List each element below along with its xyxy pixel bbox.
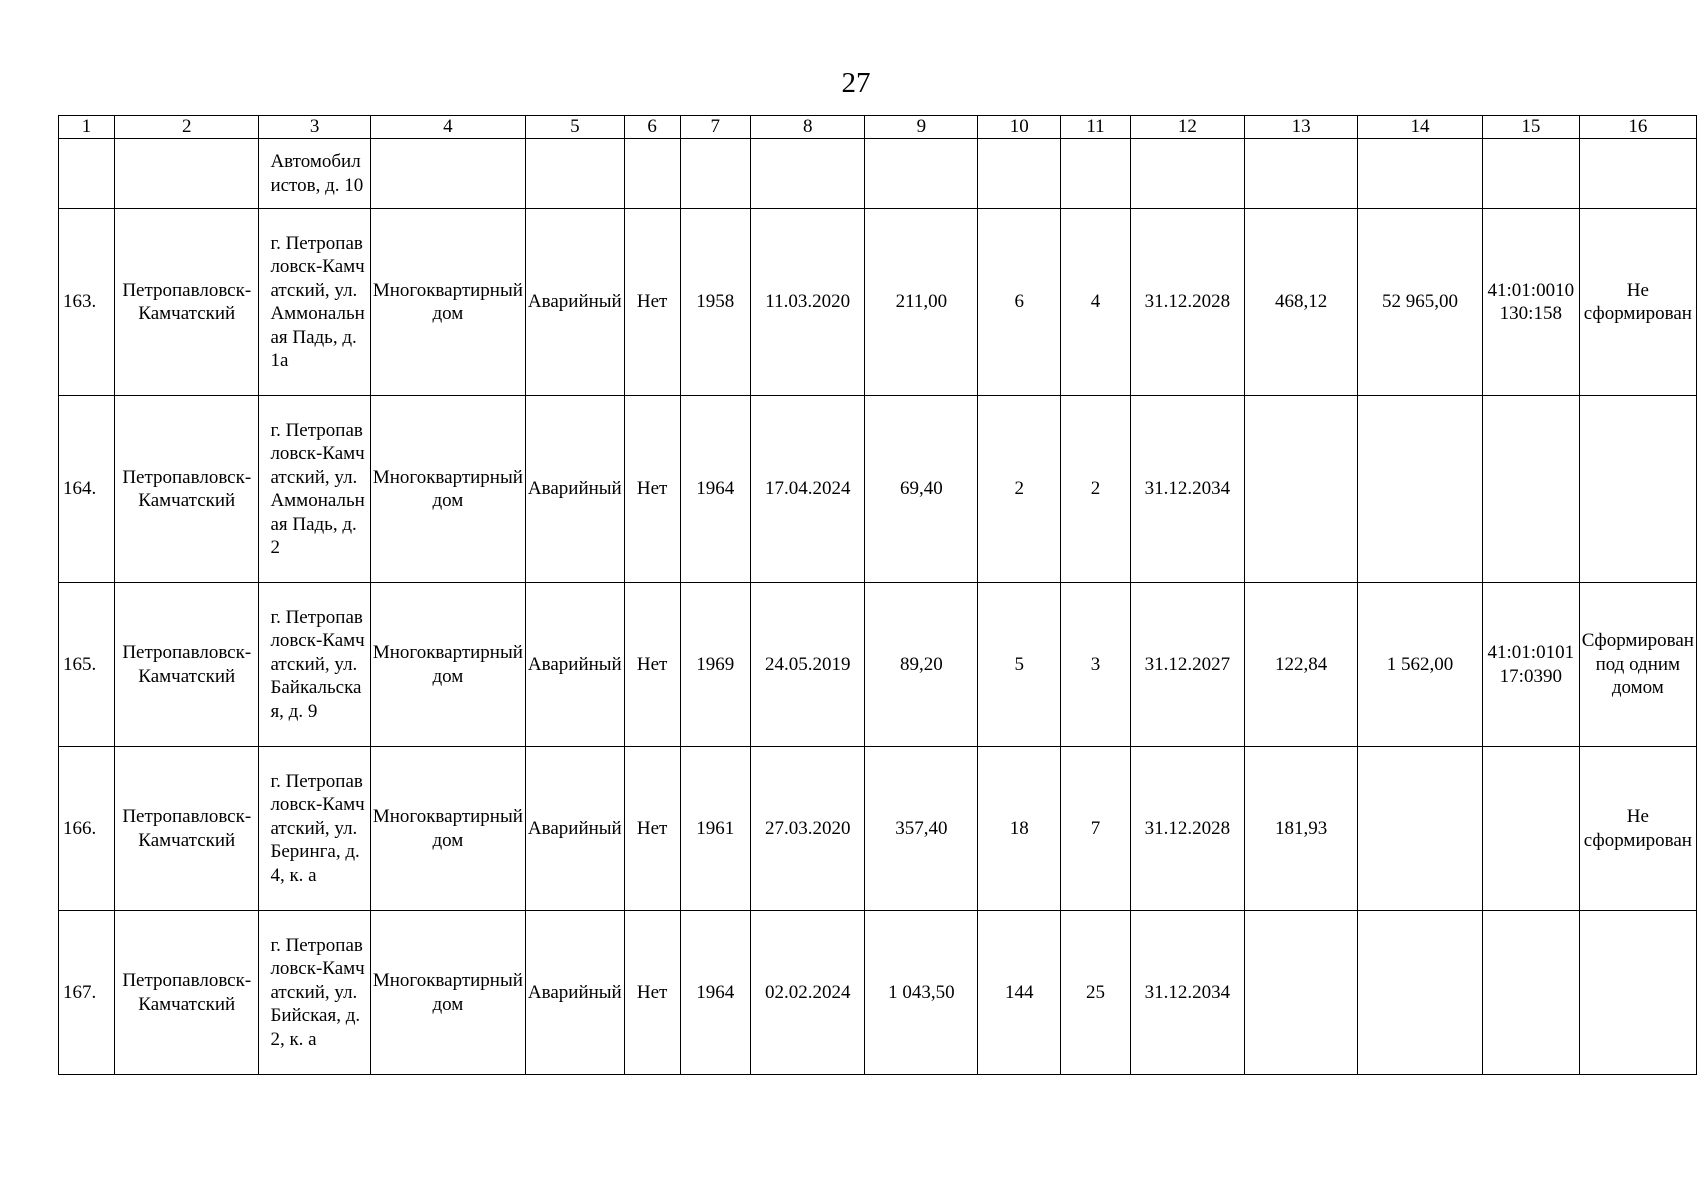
column-10-cell: 6 (978, 209, 1061, 396)
cadastral-number-cell: 41:01:010117:0390 (1482, 583, 1579, 747)
land-plot-status-cell (1579, 396, 1696, 583)
column-number-cell: 12 (1130, 116, 1245, 139)
row-number-cell: 165. (59, 583, 115, 747)
column-11-cell: 3 (1061, 583, 1130, 747)
column-6-cell: Нет (624, 583, 680, 747)
column-number-cell: 10 (978, 116, 1061, 139)
empty-cell (750, 139, 865, 209)
column-11-cell: 4 (1061, 209, 1130, 396)
area-cell: 1 043,50 (865, 911, 978, 1075)
deadline-cell: 31.12.2034 (1130, 911, 1245, 1075)
row-number-cell: 167. (59, 911, 115, 1075)
column-number-cell: 5 (525, 116, 624, 139)
municipality-cell: Петропавловск-Камчатский (115, 747, 259, 911)
table-row (59, 209, 1697, 396)
deadline-cell: 31.12.2028 (1130, 747, 1245, 911)
column-10-cell: 144 (978, 911, 1061, 1075)
column-number-cell: 8 (750, 116, 865, 139)
empty-cell (525, 139, 624, 209)
municipality-cell: Петропавловск-Камчатский (115, 209, 259, 396)
column-13-cell: 122,84 (1245, 583, 1358, 747)
column-14-cell: 1 562,00 (1357, 583, 1482, 747)
column-13-cell: 181,93 (1245, 747, 1358, 911)
row-number-cell: 164. (59, 396, 115, 583)
empty-cell (624, 139, 680, 209)
address-cell: Автомобилистов, д. 10 (259, 139, 370, 209)
page-number: 27 (841, 67, 871, 99)
year-cell: 1964 (680, 911, 750, 1075)
year-cell: 1969 (680, 583, 750, 747)
continuation-row (59, 139, 1697, 209)
year-cell: 1964 (680, 396, 750, 583)
column-6-cell: Нет (624, 209, 680, 396)
empty-cell (1357, 139, 1482, 209)
column-number-cell: 4 (370, 116, 525, 139)
area-cell: 89,20 (865, 583, 978, 747)
land-plot-status-cell: Сформирован под одним домом (1579, 583, 1696, 747)
date-cell: 02.02.2024 (750, 911, 865, 1075)
status-cell: Аварийный (525, 583, 624, 747)
row-number-cell: 163. (59, 209, 115, 396)
cadastral-number-cell (1482, 396, 1579, 583)
column-number-cell: 1 (59, 116, 115, 139)
empty-cell (1482, 139, 1579, 209)
address-cell: г. Петропавловск-Камчатский, ул. Аммональная Падь, д. 2 (259, 396, 370, 583)
column-6-cell: Нет (624, 911, 680, 1075)
empty-cell (978, 139, 1061, 209)
column-11-cell: 25 (1061, 911, 1130, 1075)
status-cell: Аварийный (525, 396, 624, 583)
column-14-cell (1357, 396, 1482, 583)
column-number-cell: 2 (115, 116, 259, 139)
municipality-cell: Петропавловск-Камчатский (115, 911, 259, 1075)
column-number-cell: 15 (1482, 116, 1579, 139)
status-cell: Аварийный (525, 747, 624, 911)
column-10-cell: 2 (978, 396, 1061, 583)
column-10-cell: 18 (978, 747, 1061, 911)
table-row (59, 583, 1697, 747)
column-6-cell: Нет (624, 747, 680, 911)
deadline-cell: 31.12.2027 (1130, 583, 1245, 747)
empty-cell (59, 139, 115, 209)
empty-cell (680, 139, 750, 209)
column-10-cell: 5 (978, 583, 1061, 747)
date-cell: 17.04.2024 (750, 396, 865, 583)
address-cell: г. Петропавловск-Камчатский, ул. Аммональная Падь, д. 1а (259, 209, 370, 396)
deadline-cell: 31.12.2028 (1130, 209, 1245, 396)
column-11-cell: 7 (1061, 747, 1130, 911)
table-row (59, 396, 1697, 583)
status-cell: Аварийный (525, 911, 624, 1075)
column-number-cell: 13 (1245, 116, 1358, 139)
empty-cell (115, 139, 259, 209)
date-cell: 27.03.2020 (750, 747, 865, 911)
column-number-cell: 3 (259, 116, 370, 139)
row-number-cell: 166. (59, 747, 115, 911)
land-plot-status-cell (1579, 911, 1696, 1075)
column-number-cell: 6 (624, 116, 680, 139)
status-cell: Аварийный (525, 209, 624, 396)
column-13-cell (1245, 396, 1358, 583)
empty-cell (1130, 139, 1245, 209)
building-type-cell: Многоквартирный дом (370, 396, 525, 583)
building-type-cell: Многоквартирный дом (370, 209, 525, 396)
year-cell: 1961 (680, 747, 750, 911)
area-cell: 211,00 (865, 209, 978, 396)
column-number-cell: 11 (1061, 116, 1130, 139)
address-cell: г. Петропавловск-Камчатский, ул. Бийская, д. 2, к. а (259, 911, 370, 1075)
housing-registry-table (58, 115, 1697, 1075)
empty-cell (1061, 139, 1130, 209)
area-cell: 69,40 (865, 396, 978, 583)
empty-cell (370, 139, 525, 209)
column-13-cell (1245, 911, 1358, 1075)
column-number-cell: 16 (1579, 116, 1696, 139)
column-14-cell (1357, 747, 1482, 911)
building-type-cell: Многоквартирный дом (370, 583, 525, 747)
empty-cell (1579, 139, 1696, 209)
building-type-cell: Многоквартирный дом (370, 747, 525, 911)
address-cell: г. Петропавловск-Камчатский, ул. Байкальская, д. 9 (259, 583, 370, 747)
empty-cell (1245, 139, 1358, 209)
column-number-cell: 14 (1357, 116, 1482, 139)
cadastral-number-cell (1482, 747, 1579, 911)
column-number-cell: 9 (865, 116, 978, 139)
column-6-cell: Нет (624, 396, 680, 583)
cadastral-number-cell (1482, 911, 1579, 1075)
area-cell: 357,40 (865, 747, 978, 911)
column-number-cell: 7 (680, 116, 750, 139)
table-row (59, 911, 1697, 1075)
column-14-cell (1357, 911, 1482, 1075)
year-cell: 1958 (680, 209, 750, 396)
empty-cell (865, 139, 978, 209)
building-type-cell: Многоквартирный дом (370, 911, 525, 1075)
deadline-cell: 31.12.2034 (1130, 396, 1245, 583)
land-plot-status-cell: Не сформирован (1579, 747, 1696, 911)
table-row (59, 747, 1697, 911)
column-14-cell: 52 965,00 (1357, 209, 1482, 396)
column-11-cell: 2 (1061, 396, 1130, 583)
column-number-row (59, 116, 1697, 139)
address-cell: г. Петропавловск-Камчатский, ул. Беринга, д. 4, к. а (259, 747, 370, 911)
municipality-cell: Петропавловск-Камчатский (115, 396, 259, 583)
date-cell: 11.03.2020 (750, 209, 865, 396)
land-plot-status-cell: Не сформирован (1579, 209, 1696, 396)
column-13-cell: 468,12 (1245, 209, 1358, 396)
municipality-cell: Петропавловск-Камчатский (115, 583, 259, 747)
cadastral-number-cell: 41:01:0010130:158 (1482, 209, 1579, 396)
date-cell: 24.05.2019 (750, 583, 865, 747)
